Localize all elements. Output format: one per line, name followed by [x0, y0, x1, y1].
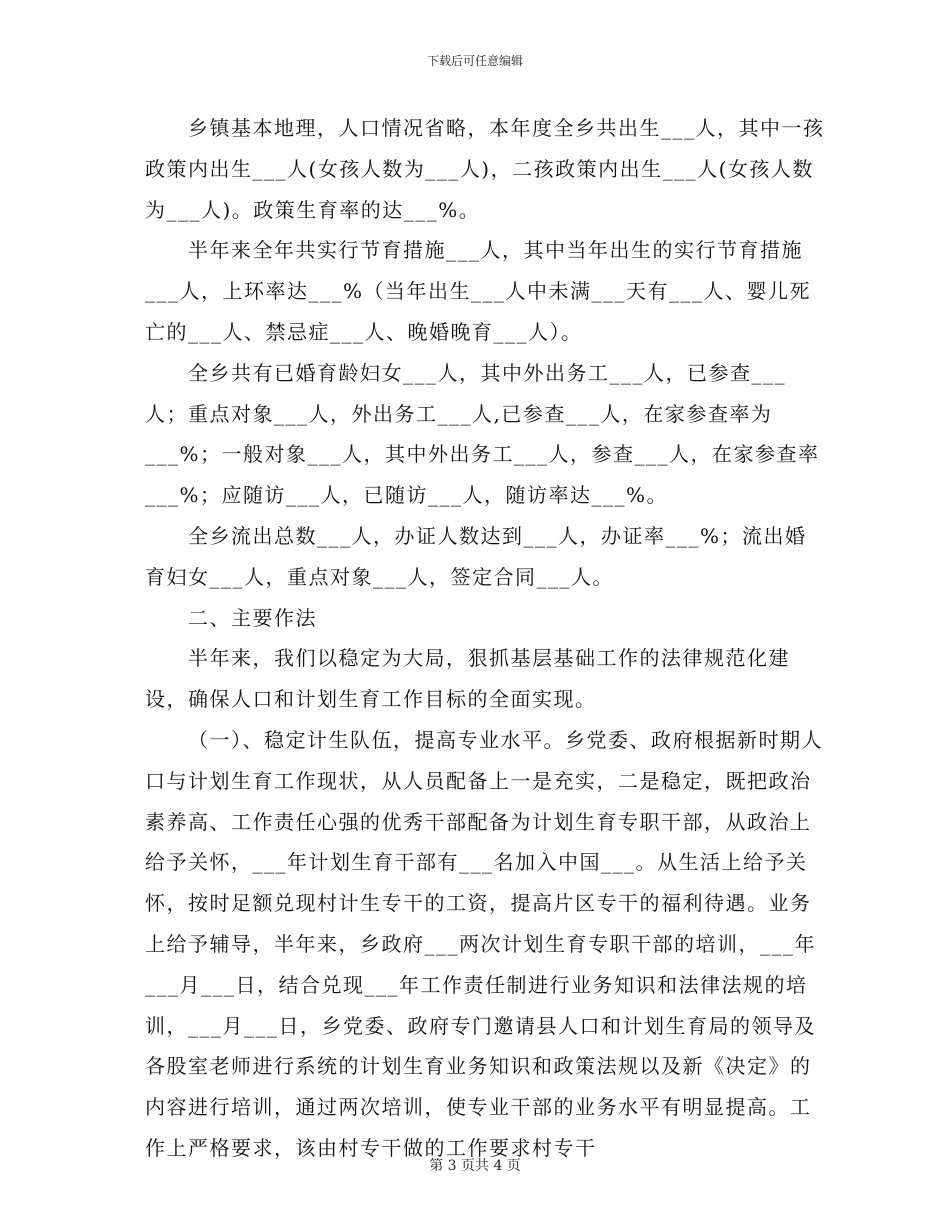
page-header: 下载后可任意编辑: [426, 54, 523, 68]
paragraph-outflow-population: 全乡流出总数___人，办证人数达到___人，办证率___%；流出婚育妇女___人，重点对象___人，签定合同___人。: [145, 523, 807, 589]
document-body: [145, 108, 825, 1169]
section-heading-main-methods: 二、主要作法: [188, 605, 317, 630]
paragraph-population-births: 乡镇基本地理，人口情况省略，本年度全乡共出生___人，其中一孩政策内出生___人(女孩人数为___人)，二孩政策内出生___人(女孩人数为___人)。政策生育率的达___%。: [145, 116, 825, 222]
paragraph-stabilize-team: （一）、稳定计生队伍，提高专业水平。乡党委、政府根据新时期人口与计划生育工作现状，从人员配备上一是充实，二是稳定，既把政治素养高、工作责任心强的优秀干部配备为计划生育专职干部，从政治上给予关怀，___年计划生育干部有___名加入中国___。从生活上给予关怀，按时足额兑现村计生专干的工资，提高片区专干的福利待遇。业务上给予辅导，半年来，乡政府___两次计划生育专职干部的培训，___年___月___日，结合兑现___年工作责任制进行业务知识和法律法规的培训，___月___日，乡党委、政府专门邀请县人口和计划生育局的领导及各股室老师进行系统的计划生育业务知识和政策法规以及新《决定》的内容进行培训，通过两次培训，使专业干部的业务水平有明显提高。工作上严格要求，该由村专干做的工作要求村专干: [145, 727, 823, 1160]
page-footer: 第 3 页共 4 页: [429, 1158, 521, 1174]
paragraph-half-year-overview: 半年来，我们以稳定为大局，狠抓基层基础工作的法律规范化建设，确保人口和计划生育工作目标的全面实现。: [145, 646, 790, 712]
paragraph-contraception-measures: 半年来全年共实行节育措施___人，其中当年出生的实行节育措施___人，上环率达___%（当年出生___人中未满___天有___人、婴儿死亡的___人、禁忌症___人、晚婚晚育___人）。: [145, 238, 812, 344]
paragraph-married-women-checks: 全乡共有已婚育龄妇女___人，其中外出务工___人，已参查___人；重点对象___人，外出务工___人,已参查___人，在家参查率为___%；一般对象___人，其中外出务工___人，参查___人，在家参查率___%；应随访___人，已随访___人，随访率达___%。: [145, 360, 820, 508]
